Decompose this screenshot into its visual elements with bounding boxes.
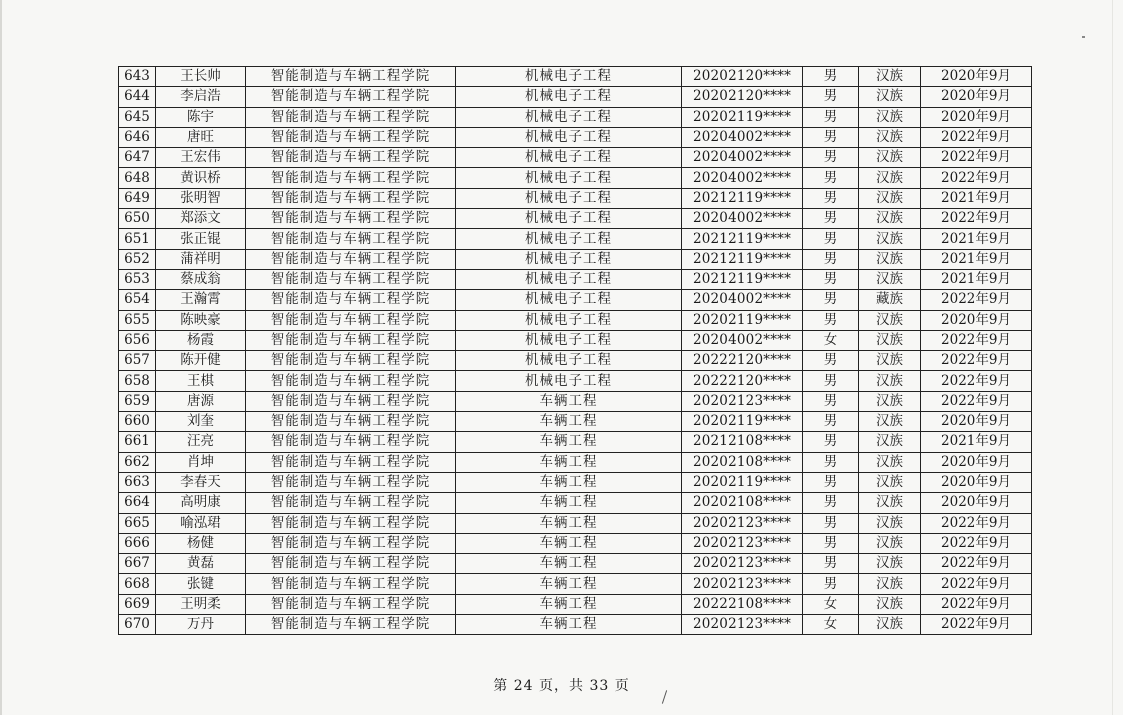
enrollment-date-cell: 2021年9月 (921, 188, 1032, 208)
college-cell: 智能制造与车辆工程学院 (246, 493, 456, 513)
ethnicity-cell: 汉族 (859, 391, 921, 411)
row-number-cell: 655 (119, 310, 156, 330)
enrollment-date-cell: 2021年9月 (921, 432, 1032, 452)
row-number-cell: 662 (119, 452, 156, 472)
student-roster-table (118, 66, 1032, 635)
enrollment-date-cell: 2022年9月 (921, 148, 1032, 168)
college-cell: 智能制造与车辆工程学院 (246, 412, 456, 432)
enrollment-date-cell: 2022年9月 (921, 351, 1032, 371)
enrollment-date-cell: 2022年9月 (921, 168, 1032, 188)
row-number-cell: 653 (119, 269, 156, 289)
row-number-cell: 647 (119, 148, 156, 168)
ethnicity-cell: 汉族 (859, 574, 921, 594)
table-row (119, 615, 1032, 635)
table-row (119, 391, 1032, 411)
ethnicity-cell: 汉族 (859, 493, 921, 513)
college-cell: 智能制造与车辆工程学院 (246, 188, 456, 208)
college-cell: 智能制造与车辆工程学院 (246, 67, 456, 87)
student-name-cell: 张键 (156, 574, 246, 594)
row-number-cell: 663 (119, 472, 156, 492)
row-number-cell: 659 (119, 391, 156, 411)
student-name-cell: 王明柔 (156, 594, 246, 614)
major-cell: 车辆工程 (456, 412, 682, 432)
row-number-cell: 666 (119, 533, 156, 553)
ethnicity-cell: 汉族 (859, 452, 921, 472)
major-cell: 机械电子工程 (456, 330, 682, 350)
enrollment-date-cell: 2021年9月 (921, 249, 1032, 269)
student-id-cell: 20202123**** (682, 615, 803, 635)
enrollment-date-cell: 2020年9月 (921, 310, 1032, 330)
row-number-cell: 643 (119, 67, 156, 87)
row-number-cell: 656 (119, 330, 156, 350)
major-cell: 机械电子工程 (456, 127, 682, 147)
gender-cell: 男 (803, 107, 859, 127)
student-id-cell: 20202108**** (682, 493, 803, 513)
college-cell: 智能制造与车辆工程学院 (246, 371, 456, 391)
table-row (119, 249, 1032, 269)
table-row (119, 452, 1032, 472)
student-id-cell: 20212119**** (682, 269, 803, 289)
row-number-cell: 648 (119, 168, 156, 188)
gender-cell: 女 (803, 330, 859, 350)
ethnicity-cell: 汉族 (859, 67, 921, 87)
gender-cell: 男 (803, 209, 859, 229)
student-name-cell: 万丹 (156, 615, 246, 635)
row-number-cell: 669 (119, 594, 156, 614)
major-cell: 机械电子工程 (456, 371, 682, 391)
table-row (119, 229, 1032, 249)
major-cell: 车辆工程 (456, 554, 682, 574)
college-cell: 智能制造与车辆工程学院 (246, 229, 456, 249)
college-cell: 智能制造与车辆工程学院 (246, 249, 456, 269)
gender-cell: 男 (803, 574, 859, 594)
college-cell: 智能制造与车辆工程学院 (246, 107, 456, 127)
major-cell: 车辆工程 (456, 594, 682, 614)
gender-cell: 男 (803, 127, 859, 147)
student-name-cell: 王瀚霄 (156, 290, 246, 310)
student-name-cell: 黄磊 (156, 554, 246, 574)
enrollment-date-cell: 2022年9月 (921, 554, 1032, 574)
major-cell: 车辆工程 (456, 574, 682, 594)
major-cell: 车辆工程 (456, 533, 682, 553)
college-cell: 智能制造与车辆工程学院 (246, 148, 456, 168)
major-cell: 机械电子工程 (456, 87, 682, 107)
student-id-cell: 20204002**** (682, 330, 803, 350)
student-id-cell: 20202120**** (682, 67, 803, 87)
row-number-cell: 644 (119, 87, 156, 107)
row-number-cell: 657 (119, 351, 156, 371)
ethnicity-cell: 汉族 (859, 472, 921, 492)
table-row (119, 127, 1032, 147)
gender-cell: 男 (803, 432, 859, 452)
student-name-cell: 黄识桥 (156, 168, 246, 188)
college-cell: 智能制造与车辆工程学院 (246, 310, 456, 330)
table-row (119, 188, 1032, 208)
student-name-cell: 陈宇 (156, 107, 246, 127)
gender-cell: 男 (803, 472, 859, 492)
row-number-cell: 660 (119, 412, 156, 432)
major-cell: 车辆工程 (456, 513, 682, 533)
college-cell: 智能制造与车辆工程学院 (246, 615, 456, 635)
student-name-cell: 肖坤 (156, 452, 246, 472)
college-cell: 智能制造与车辆工程学院 (246, 533, 456, 553)
college-cell: 智能制造与车辆工程学院 (246, 351, 456, 371)
enrollment-date-cell: 2022年9月 (921, 391, 1032, 411)
college-cell: 智能制造与车辆工程学院 (246, 452, 456, 472)
page-edge-left (0, 0, 2, 715)
gender-cell: 男 (803, 229, 859, 249)
student-name-cell: 王棋 (156, 371, 246, 391)
student-name-cell: 汪亮 (156, 432, 246, 452)
enrollment-date-cell: 2022年9月 (921, 574, 1032, 594)
student-name-cell: 王长帅 (156, 67, 246, 87)
row-number-cell: 645 (119, 107, 156, 127)
row-number-cell: 665 (119, 513, 156, 533)
student-id-cell: 20222108**** (682, 594, 803, 614)
row-number-cell: 650 (119, 209, 156, 229)
enrollment-date-cell: 2022年9月 (921, 594, 1032, 614)
ethnicity-cell: 汉族 (859, 209, 921, 229)
student-id-cell: 20204002**** (682, 290, 803, 310)
student-id-cell: 20202123**** (682, 554, 803, 574)
enrollment-date-cell: 2022年9月 (921, 533, 1032, 553)
enrollment-date-cell: 2022年9月 (921, 513, 1032, 533)
college-cell: 智能制造与车辆工程学院 (246, 87, 456, 107)
major-cell: 机械电子工程 (456, 107, 682, 127)
table-row (119, 412, 1032, 432)
student-id-cell: 20202123**** (682, 574, 803, 594)
gender-cell: 男 (803, 412, 859, 432)
table-row (119, 432, 1032, 452)
row-number-cell: 661 (119, 432, 156, 452)
row-number-cell: 667 (119, 554, 156, 574)
ethnicity-cell: 汉族 (859, 127, 921, 147)
table-row (119, 209, 1032, 229)
gender-cell: 男 (803, 533, 859, 553)
ethnicity-cell: 汉族 (859, 148, 921, 168)
gender-cell: 男 (803, 351, 859, 371)
enrollment-date-cell: 2022年9月 (921, 290, 1032, 310)
student-name-cell: 李春天 (156, 472, 246, 492)
college-cell: 智能制造与车辆工程学院 (246, 594, 456, 614)
major-cell: 机械电子工程 (456, 67, 682, 87)
college-cell: 智能制造与车辆工程学院 (246, 330, 456, 350)
scan-speck (1082, 36, 1085, 38)
enrollment-date-cell: 2020年9月 (921, 87, 1032, 107)
student-id-cell: 20204002**** (682, 127, 803, 147)
table-row (119, 594, 1032, 614)
ethnicity-cell: 藏族 (859, 290, 921, 310)
student-name-cell: 陈开健 (156, 351, 246, 371)
enrollment-date-cell: 2020年9月 (921, 472, 1032, 492)
major-cell: 机械电子工程 (456, 290, 682, 310)
student-id-cell: 20202120**** (682, 87, 803, 107)
table-row (119, 533, 1032, 553)
student-name-cell: 郑添文 (156, 209, 246, 229)
student-name-cell: 杨霞 (156, 330, 246, 350)
student-id-cell: 20202123**** (682, 391, 803, 411)
major-cell: 机械电子工程 (456, 229, 682, 249)
ethnicity-cell: 汉族 (859, 107, 921, 127)
major-cell: 车辆工程 (456, 615, 682, 635)
college-cell: 智能制造与车辆工程学院 (246, 432, 456, 452)
row-number-cell: 654 (119, 290, 156, 310)
enrollment-date-cell: 2020年9月 (921, 493, 1032, 513)
major-cell: 车辆工程 (456, 452, 682, 472)
table-row (119, 371, 1032, 391)
gender-cell: 女 (803, 594, 859, 614)
student-id-cell: 20204002**** (682, 168, 803, 188)
student-id-cell: 20202119**** (682, 310, 803, 330)
major-cell: 机械电子工程 (456, 249, 682, 269)
enrollment-date-cell: 2021年9月 (921, 269, 1032, 289)
gender-cell: 男 (803, 87, 859, 107)
college-cell: 智能制造与车辆工程学院 (246, 554, 456, 574)
student-id-cell: 20212119**** (682, 249, 803, 269)
student-id-cell: 20222120**** (682, 351, 803, 371)
row-number-cell: 658 (119, 371, 156, 391)
college-cell: 智能制造与车辆工程学院 (246, 574, 456, 594)
student-id-cell: 20202119**** (682, 107, 803, 127)
student-name-cell: 王宏伟 (156, 148, 246, 168)
ethnicity-cell: 汉族 (859, 554, 921, 574)
gender-cell: 男 (803, 513, 859, 533)
row-number-cell: 651 (119, 229, 156, 249)
student-id-cell: 20202108**** (682, 452, 803, 472)
table-row (119, 269, 1032, 289)
student-id-cell: 20212119**** (682, 229, 803, 249)
table-row (119, 554, 1032, 574)
enrollment-date-cell: 2022年9月 (921, 209, 1032, 229)
row-number-cell: 668 (119, 574, 156, 594)
ethnicity-cell: 汉族 (859, 412, 921, 432)
student-name-cell: 唐旺 (156, 127, 246, 147)
ethnicity-cell: 汉族 (859, 188, 921, 208)
enrollment-date-cell: 2022年9月 (921, 615, 1032, 635)
student-id-cell: 20204002**** (682, 209, 803, 229)
ethnicity-cell: 汉族 (859, 351, 921, 371)
enrollment-date-cell: 2022年9月 (921, 127, 1032, 147)
row-number-cell: 646 (119, 127, 156, 147)
ethnicity-cell: 汉族 (859, 229, 921, 249)
major-cell: 车辆工程 (456, 432, 682, 452)
row-number-cell: 664 (119, 493, 156, 513)
major-cell: 机械电子工程 (456, 269, 682, 289)
student-name-cell: 唐源 (156, 391, 246, 411)
college-cell: 智能制造与车辆工程学院 (246, 168, 456, 188)
ethnicity-cell: 汉族 (859, 310, 921, 330)
gender-cell: 男 (803, 391, 859, 411)
ethnicity-cell: 汉族 (859, 594, 921, 614)
student-name-cell: 陈映豪 (156, 310, 246, 330)
major-cell: 机械电子工程 (456, 351, 682, 371)
student-name-cell: 张明智 (156, 188, 246, 208)
student-id-cell: 20202119**** (682, 412, 803, 432)
student-name-cell: 喻泓珺 (156, 513, 246, 533)
major-cell: 机械电子工程 (456, 148, 682, 168)
gender-cell: 男 (803, 249, 859, 269)
gender-cell: 男 (803, 452, 859, 472)
table-row (119, 87, 1032, 107)
student-id-cell: 20212108**** (682, 432, 803, 452)
table-row (119, 67, 1032, 87)
ethnicity-cell: 汉族 (859, 249, 921, 269)
enrollment-date-cell: 2020年9月 (921, 452, 1032, 472)
ethnicity-cell: 汉族 (859, 513, 921, 533)
gender-cell: 男 (803, 67, 859, 87)
student-id-cell: 20204002**** (682, 148, 803, 168)
page-number-footer: 第 24 页，共 33 页 (493, 678, 630, 694)
roster-body (119, 67, 1032, 635)
ethnicity-cell: 汉族 (859, 269, 921, 289)
table-row (119, 107, 1032, 127)
major-cell: 机械电子工程 (456, 209, 682, 229)
major-cell: 车辆工程 (456, 493, 682, 513)
enrollment-date-cell: 2022年9月 (921, 371, 1032, 391)
college-cell: 智能制造与车辆工程学院 (246, 209, 456, 229)
gender-cell: 男 (803, 310, 859, 330)
ethnicity-cell: 汉族 (859, 615, 921, 635)
student-id-cell: 20212119**** (682, 188, 803, 208)
gender-cell: 男 (803, 493, 859, 513)
student-name-cell: 李启浩 (156, 87, 246, 107)
row-number-cell: 652 (119, 249, 156, 269)
student-name-cell: 刘奎 (156, 412, 246, 432)
college-cell: 智能制造与车辆工程学院 (246, 472, 456, 492)
ethnicity-cell: 汉族 (859, 432, 921, 452)
student-name-cell: 张正锟 (156, 229, 246, 249)
table-row (119, 148, 1032, 168)
student-id-cell: 20202123**** (682, 513, 803, 533)
ethnicity-cell: 汉族 (859, 87, 921, 107)
table-row (119, 330, 1032, 350)
table-row (119, 574, 1032, 594)
student-name-cell: 杨健 (156, 533, 246, 553)
ethnicity-cell: 汉族 (859, 168, 921, 188)
gender-cell: 男 (803, 188, 859, 208)
table-row (119, 472, 1032, 492)
row-number-cell: 649 (119, 188, 156, 208)
gender-cell: 男 (803, 148, 859, 168)
enrollment-date-cell: 2021年9月 (921, 229, 1032, 249)
table-row (119, 310, 1032, 330)
gender-cell: 男 (803, 554, 859, 574)
college-cell: 智能制造与车辆工程学院 (246, 127, 456, 147)
student-name-cell: 蔡成翁 (156, 269, 246, 289)
table-row (119, 290, 1032, 310)
student-name-cell: 蒲祥明 (156, 249, 246, 269)
gender-cell: 女 (803, 615, 859, 635)
gender-cell: 男 (803, 168, 859, 188)
major-cell: 机械电子工程 (456, 310, 682, 330)
major-cell: 车辆工程 (456, 472, 682, 492)
major-cell: 机械电子工程 (456, 168, 682, 188)
page-edge-right (1112, 0, 1113, 715)
major-cell: 车辆工程 (456, 391, 682, 411)
ethnicity-cell: 汉族 (859, 330, 921, 350)
table-row (119, 513, 1032, 533)
student-name-cell: 高明康 (156, 493, 246, 513)
college-cell: 智能制造与车辆工程学院 (246, 269, 456, 289)
table-row (119, 351, 1032, 371)
enrollment-date-cell: 2020年9月 (921, 412, 1032, 432)
ethnicity-cell: 汉族 (859, 533, 921, 553)
student-id-cell: 20202123**** (682, 533, 803, 553)
college-cell: 智能制造与车辆工程学院 (246, 513, 456, 533)
gender-cell: 男 (803, 269, 859, 289)
gender-cell: 男 (803, 371, 859, 391)
enrollment-date-cell: 2022年9月 (921, 330, 1032, 350)
student-id-cell: 20222120**** (682, 371, 803, 391)
row-number-cell: 670 (119, 615, 156, 635)
enrollment-date-cell: 2020年9月 (921, 67, 1032, 87)
major-cell: 机械电子工程 (456, 188, 682, 208)
student-id-cell: 20202119**** (682, 472, 803, 492)
college-cell: 智能制造与车辆工程学院 (246, 290, 456, 310)
table-row (119, 493, 1032, 513)
ethnicity-cell: 汉族 (859, 371, 921, 391)
college-cell: 智能制造与车辆工程学院 (246, 391, 456, 411)
table-row (119, 168, 1032, 188)
gender-cell: 男 (803, 290, 859, 310)
enrollment-date-cell: 2020年9月 (921, 107, 1032, 127)
